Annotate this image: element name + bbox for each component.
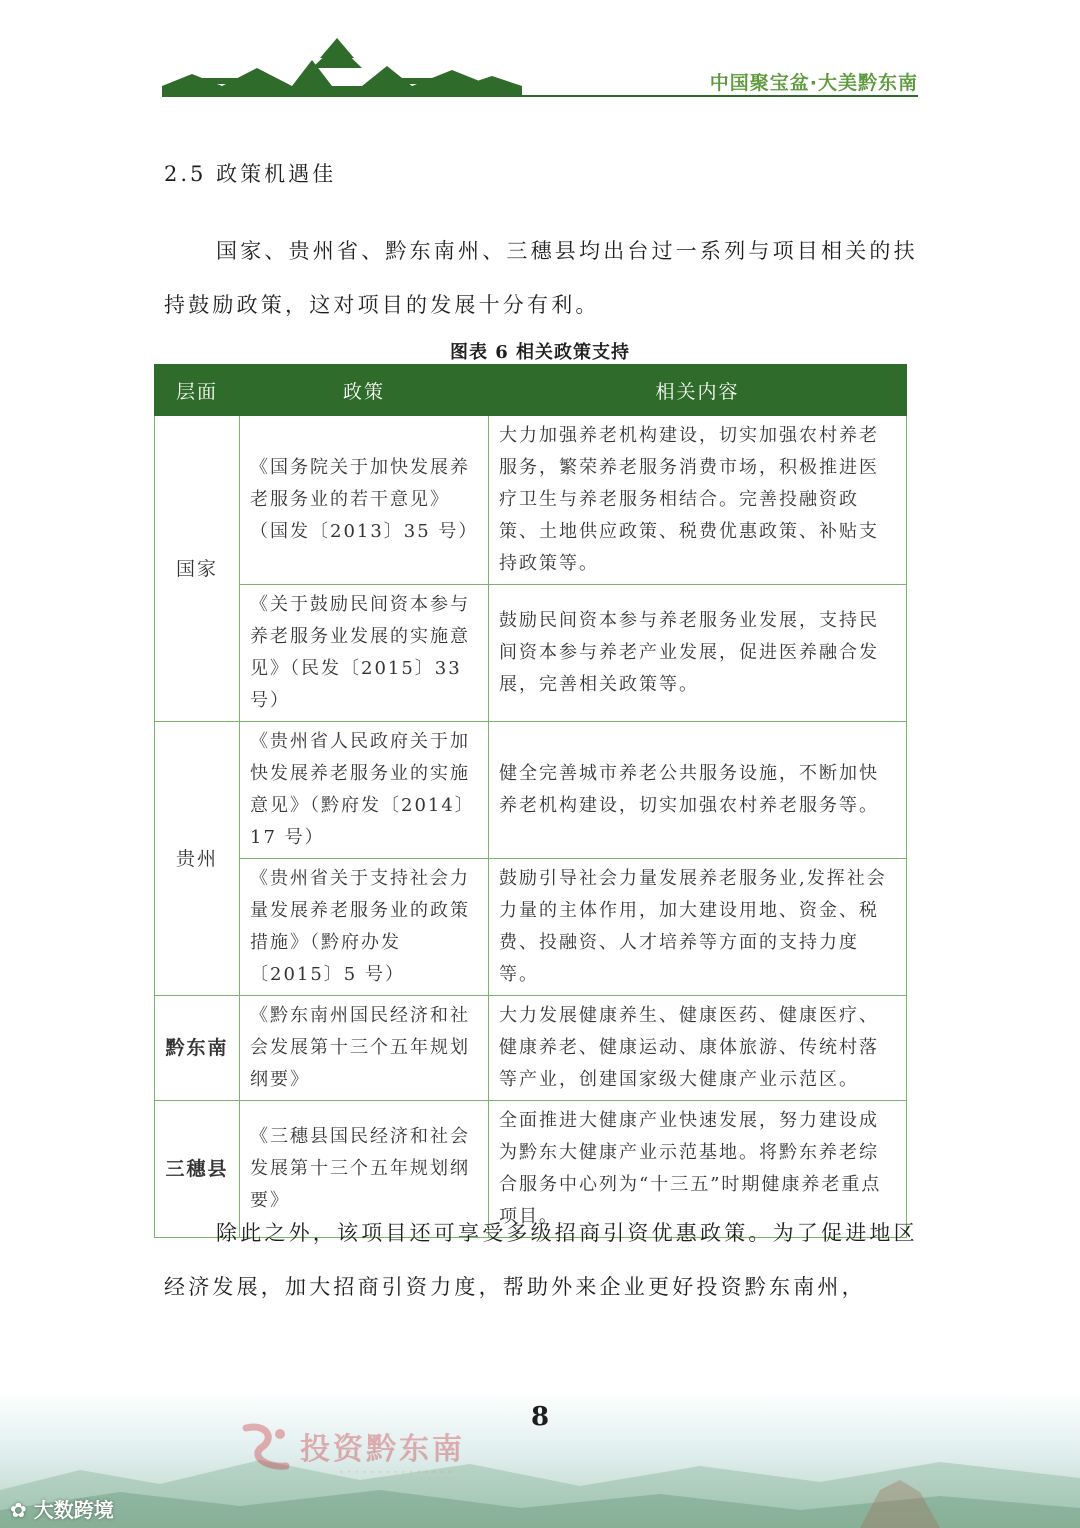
table-row [155, 722, 907, 859]
watermark [10, 1494, 114, 1523]
table-row [155, 585, 907, 722]
content-cell: 鼓励引导社会力量发展养老服务业,发挥社会力量的主体作用，加大建设用地、资金、税费、投融资、人才培养等方面的支持力度等。 [489, 859, 907, 996]
policy-cell: 《关于鼓励民间资本参与养老服务业发展的实施意见》（民发〔2015〕33 号） [240, 585, 489, 722]
policy-cell: 《贵州省关于支持社会力量发展养老服务业的政策措施》（黔府办发〔2015〕5 号） [240, 859, 489, 996]
intro-paragraph: 国家、贵州省、黔东南州、三穗县均出台过一系列与项目相关的扶持鼓励政策，这对项目的发展十分有利。 [164, 239, 918, 317]
column-header-policy: 政策 [240, 365, 489, 416]
table-row [155, 996, 907, 1101]
content-cell: 鼓励民间资本参与养老服务业发展，支持民间资本参与养老产业发展，促进医养融合发展，完善相关政策等。 [489, 585, 907, 722]
section-title: 2.5 政策机遇佳 [164, 162, 337, 186]
calligraphy-logo-icon [236, 1418, 296, 1478]
watermark-text: 大数跨境 [33, 1498, 114, 1522]
header-slogan: 中国聚宝盆·大美黔东南 [709, 72, 918, 94]
column-header-content: 相关内容 [489, 365, 907, 416]
policy-table [154, 364, 907, 1238]
page-header [162, 38, 918, 98]
table-caption: 图表 6 相关政策支持 [449, 342, 631, 363]
page-number: 8 [530, 1402, 550, 1432]
policy-cell: 《三穗县国民经济和社会发展第十三个五年规划纲要》 [240, 1101, 489, 1238]
column-header-level: 层面 [155, 365, 240, 416]
table-row [155, 859, 907, 996]
level-cell: 国家 [155, 416, 240, 722]
content-cell: 大力发展健康养生、健康医药、健康医疗、健康养老、健康运动、康体旅游、传统村落等产业，创建国家级大健康产业示范区。 [489, 996, 907, 1101]
policy-cell: 《贵州省人民政府关于加快发展养老服务业的实施意见》（黔府发〔2014〕17 号） [240, 722, 489, 859]
level-cell: 黔东南 [155, 996, 240, 1101]
closing-paragraph: 除此之外，该项目还可享受多级招商引资优惠政策。为了促进地区经济发展，加大招商引资力度，帮助外来企业更好投资黔东南州， [164, 1221, 918, 1299]
footer-logo-text: 投资黔东南 [300, 1432, 465, 1467]
footer-logo-subtext: · · · · · · · · · · · · · · · [340, 1468, 452, 1478]
table-header-row [155, 365, 907, 416]
policy-cell: 《国务院关于加快发展养老服务业的若干意见》（国发〔2013〕35 号） [240, 416, 489, 585]
mountain-landscape-icon [0, 1420, 1080, 1528]
brand-mark-icon: ✿ [10, 1498, 27, 1522]
content-cell: 全面推进大健康产业快速发展，努力建设成为黔东大健康产业示范基地。将黔东养老综合服务中心列为“十三五”时期健康养老重点项目。 [489, 1101, 907, 1238]
level-cell: 三穗县 [155, 1101, 240, 1238]
header-divider [162, 95, 918, 97]
content-cell: 大力加强养老机构建设，切实加强农村养老服务，繁荣养老服务消费市场，积极推进医疗卫生与养老服务相结合。完善投融资政策、土地供应政策、税费优惠政策、补贴支持政策等。 [489, 416, 907, 585]
policy-cell: 《黔东南州国民经济和社会发展第十三个五年规划纲要》 [240, 996, 489, 1101]
drum-tower-icon [162, 38, 522, 96]
content-cell: 健全完善城市养老公共服务设施，不断加快养老机构建设，切实加强农村养老服务等。 [489, 722, 907, 859]
level-cell: 贵州 [155, 722, 240, 996]
table-row [155, 416, 907, 585]
